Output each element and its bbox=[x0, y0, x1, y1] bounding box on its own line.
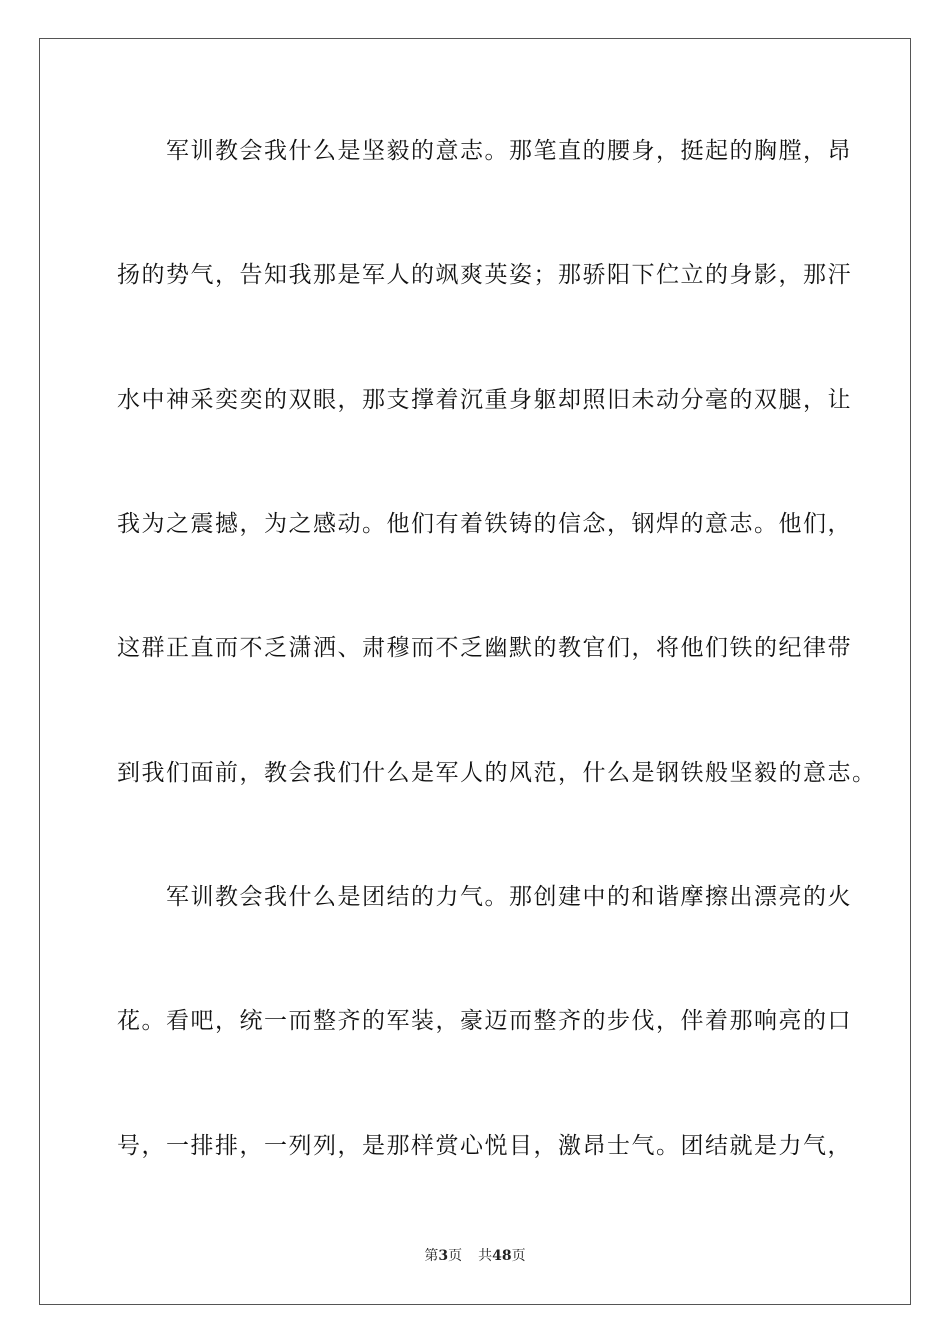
page-footer bbox=[0, 1247, 950, 1265]
page-number-current: 3 bbox=[438, 1248, 449, 1264]
body-text-line: 这群正直而不乏潇洒、肃穆而不乏幽默的教官们，将他们铁的纪律带 bbox=[117, 635, 852, 661]
body-text-line: 军训教会我什么是团结的力气。那创建中的和谐摩擦出漂亮的火 bbox=[117, 884, 852, 910]
body-text-line: 军训教会我什么是坚毅的意志。那笔直的腰身，挺起的胸膛，昂 bbox=[117, 138, 852, 164]
body-text-line: 号，一排排，一列列，是那样赏心悦目，激昂士气。团结就是力气， bbox=[117, 1133, 852, 1159]
page-border bbox=[39, 38, 911, 1305]
page-number-prefix: 第 bbox=[424, 1248, 439, 1264]
page-total-prefix: 共 bbox=[478, 1248, 493, 1264]
body-text-line: 扬的势气，告知我那是军人的飒爽英姿；那骄阳下伫立的身影，那汗 bbox=[117, 262, 852, 288]
page-number-suffix: 页 bbox=[448, 1248, 463, 1264]
page-total-count: 48 bbox=[492, 1248, 512, 1264]
body-text-line: 到我们面前，教会我们什么是军人的风范，什么是钢铁般坚毅的意志。 bbox=[117, 760, 877, 786]
page-total-suffix: 页 bbox=[511, 1248, 526, 1264]
body-text-line: 我为之震撼，为之感动。他们有着铁铸的信念，钢焊的意志。他们， bbox=[117, 511, 852, 537]
body-text-line: 水中神采奕奕的双眼，那支撑着沉重身躯却照旧未动分毫的双腿，让 bbox=[117, 387, 852, 413]
body-text-line: 花。看吧，统一而整齐的军装，豪迈而整齐的步伐，伴着那响亮的口 bbox=[117, 1008, 852, 1034]
